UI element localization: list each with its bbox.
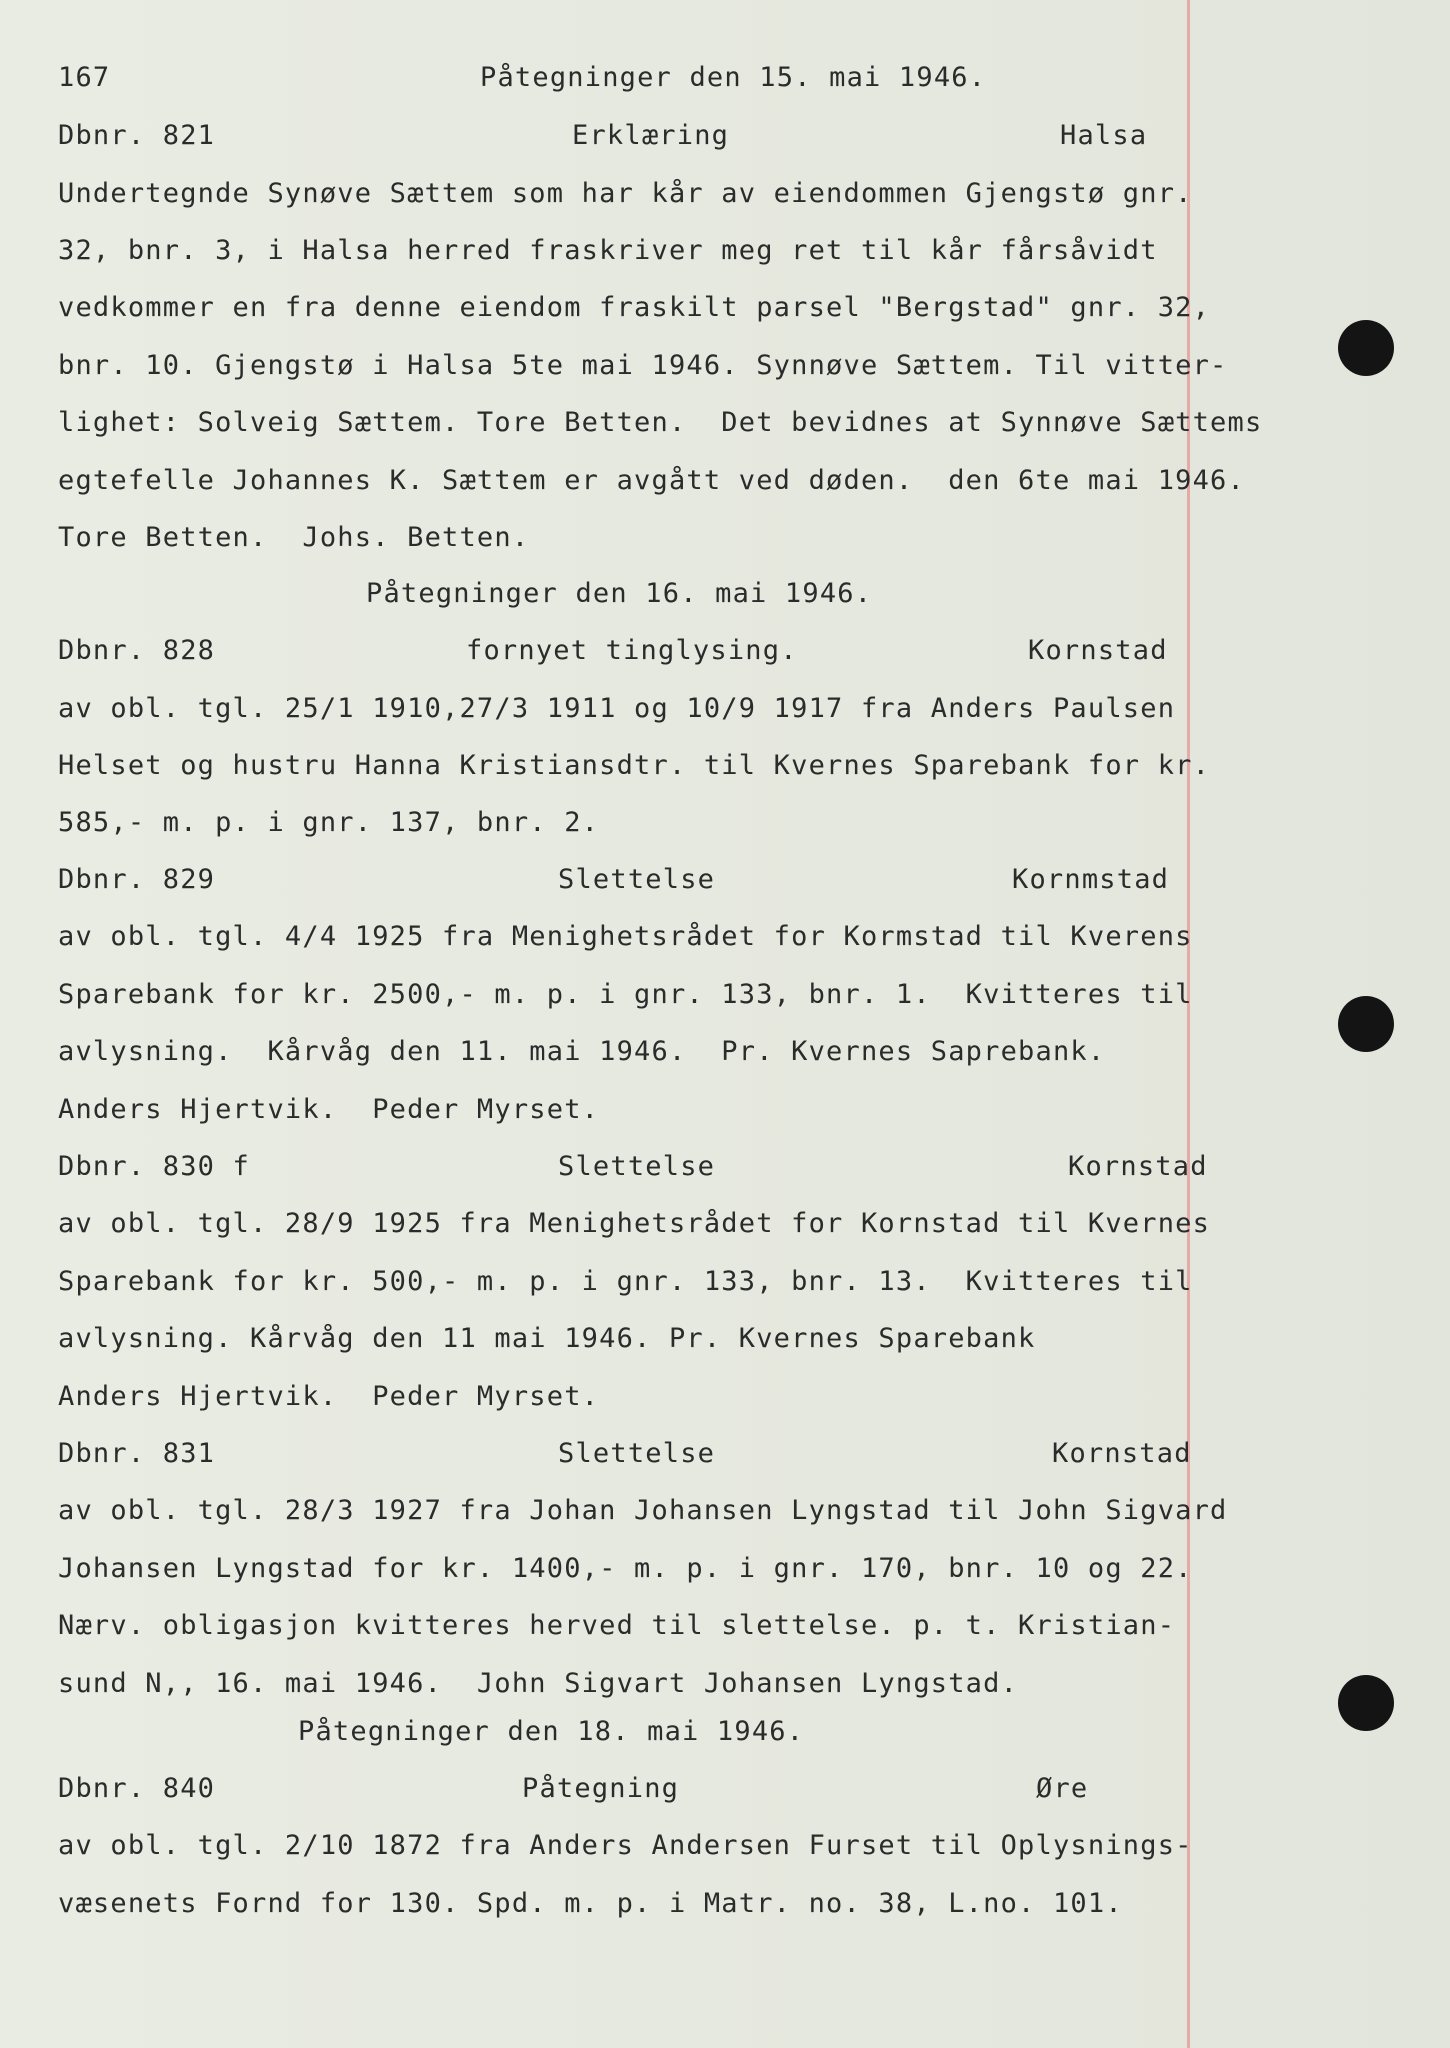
binder-hole	[1338, 996, 1394, 1052]
entry-place: Kornstad	[1068, 1151, 1208, 1182]
entry-line: Nærv. obligasjon kvitteres herved til slettelse. p. t. Kristian-	[58, 1610, 1176, 1641]
entry-line: lighet: Solveig Sættem. Tore Betten. Det bevidnes at Synnøve Sættems	[58, 407, 1263, 438]
section-heading: Påtegninger den 18. mai 1946.	[298, 1716, 805, 1747]
entry-dbnr: Dbnr. 830 f	[58, 1151, 251, 1182]
entry-title: Påtegning	[522, 1773, 680, 1804]
entry-line: væsenets Fornd for 130. Spd. m. p. i Matr. no. 38, L.no. 101.	[58, 1888, 1123, 1919]
entry-line: avlysning. Kårvåg den 11 mai 1946. Pr. Kvernes Sparebank	[58, 1323, 1036, 1354]
entry-line: bnr. 10. Gjengstø i Halsa 5te mai 1946. Synnøve Sættem. Til vitter-	[58, 350, 1228, 381]
entry-dbnr: Dbnr. 831	[58, 1438, 216, 1469]
entry-place: Øre	[1036, 1773, 1089, 1804]
section-heading: Påtegninger den 16. mai 1946.	[366, 578, 873, 609]
entry-title: fornyet tinglysing.	[466, 635, 798, 666]
page-number: 167	[58, 62, 111, 93]
entry-place: Kornstad	[1028, 635, 1168, 666]
entry-title: Slettelse	[558, 864, 716, 895]
binder-hole	[1338, 320, 1394, 376]
section-heading: Påtegninger den 15. mai 1946.	[480, 62, 987, 93]
entry-line: Sparebank for kr. 500,- m. p. i gnr. 133, bnr. 13. Kvitteres til	[58, 1266, 1193, 1297]
entry-line: av obl. tgl. 28/9 1925 fra Menighetsrådet for Kornstad til Kvernes	[58, 1208, 1211, 1239]
entry-line: Tore Betten. Johs. Betten.	[58, 522, 530, 553]
entry-line: Sparebank for kr. 2500,- m. p. i gnr. 133, bnr. 1. Kvitteres til	[58, 979, 1193, 1010]
entry-line: Helset og hustru Hanna Kristiansdtr. til Kvernes Sparebank for kr.	[58, 750, 1211, 781]
entry-title: Slettelse	[558, 1438, 716, 1469]
entry-title: Erklæring	[572, 120, 730, 151]
entry-line: 32, bnr. 3, i Halsa herred fraskriver meg ret til kår fårsåvidt	[58, 235, 1158, 266]
entry-dbnr: Dbnr. 840	[58, 1773, 216, 1804]
entry-line: avlysning. Kårvåg den 11. mai 1946. Pr. Kvernes Saprebank.	[58, 1036, 1106, 1067]
entry-line: egtefelle Johannes K. Sættem er avgått ved døden. den 6te mai 1946.	[58, 465, 1245, 496]
entry-line: vedkommer en fra denne eiendom fraskilt parsel "Bergstad" gnr. 32,	[58, 292, 1211, 323]
entry-line: av obl. tgl. 28/3 1927 fra Johan Johansen Lyngstad til John Sigvard	[58, 1495, 1228, 1526]
entry-place: Kornstad	[1052, 1438, 1192, 1469]
entry-line: av obl. tgl. 4/4 1925 fra Menighetsrådet for Kormstad til Kverens	[58, 921, 1193, 952]
entry-title: Slettelse	[558, 1151, 716, 1182]
entry-line: Anders Hjertvik. Peder Myrset.	[58, 1381, 600, 1412]
entry-place: Kornmstad	[1012, 864, 1170, 895]
binder-hole	[1338, 1675, 1394, 1731]
entry-line: sund N,, 16. mai 1946. John Sigvart Johansen Lyngstad.	[58, 1668, 1019, 1699]
entry-dbnr: Dbnr. 829	[58, 864, 216, 895]
entry-line: Anders Hjertvik. Peder Myrset.	[58, 1094, 600, 1125]
entry-dbnr: Dbnr. 828	[58, 635, 216, 666]
entry-dbnr: Dbnr. 821	[58, 120, 216, 151]
entry-line: 585,- m. p. i gnr. 137, bnr. 2.	[58, 807, 600, 838]
entry-line: av obl. tgl. 25/1 1910,27/3 1911 og 10/9 1917 fra Anders Paulsen	[58, 693, 1176, 724]
entry-line: Undertegnde Synøve Sættem som har kår av eiendommen Gjengstø gnr.	[58, 178, 1193, 209]
entry-line: Johansen Lyngstad for kr. 1400,- m. p. i gnr. 170, bnr. 10 og 22.	[58, 1553, 1193, 1584]
entry-place: Halsa	[1060, 120, 1148, 151]
entry-line: av obl. tgl. 2/10 1872 fra Anders Andersen Furset til Oplysnings-	[58, 1830, 1193, 1861]
